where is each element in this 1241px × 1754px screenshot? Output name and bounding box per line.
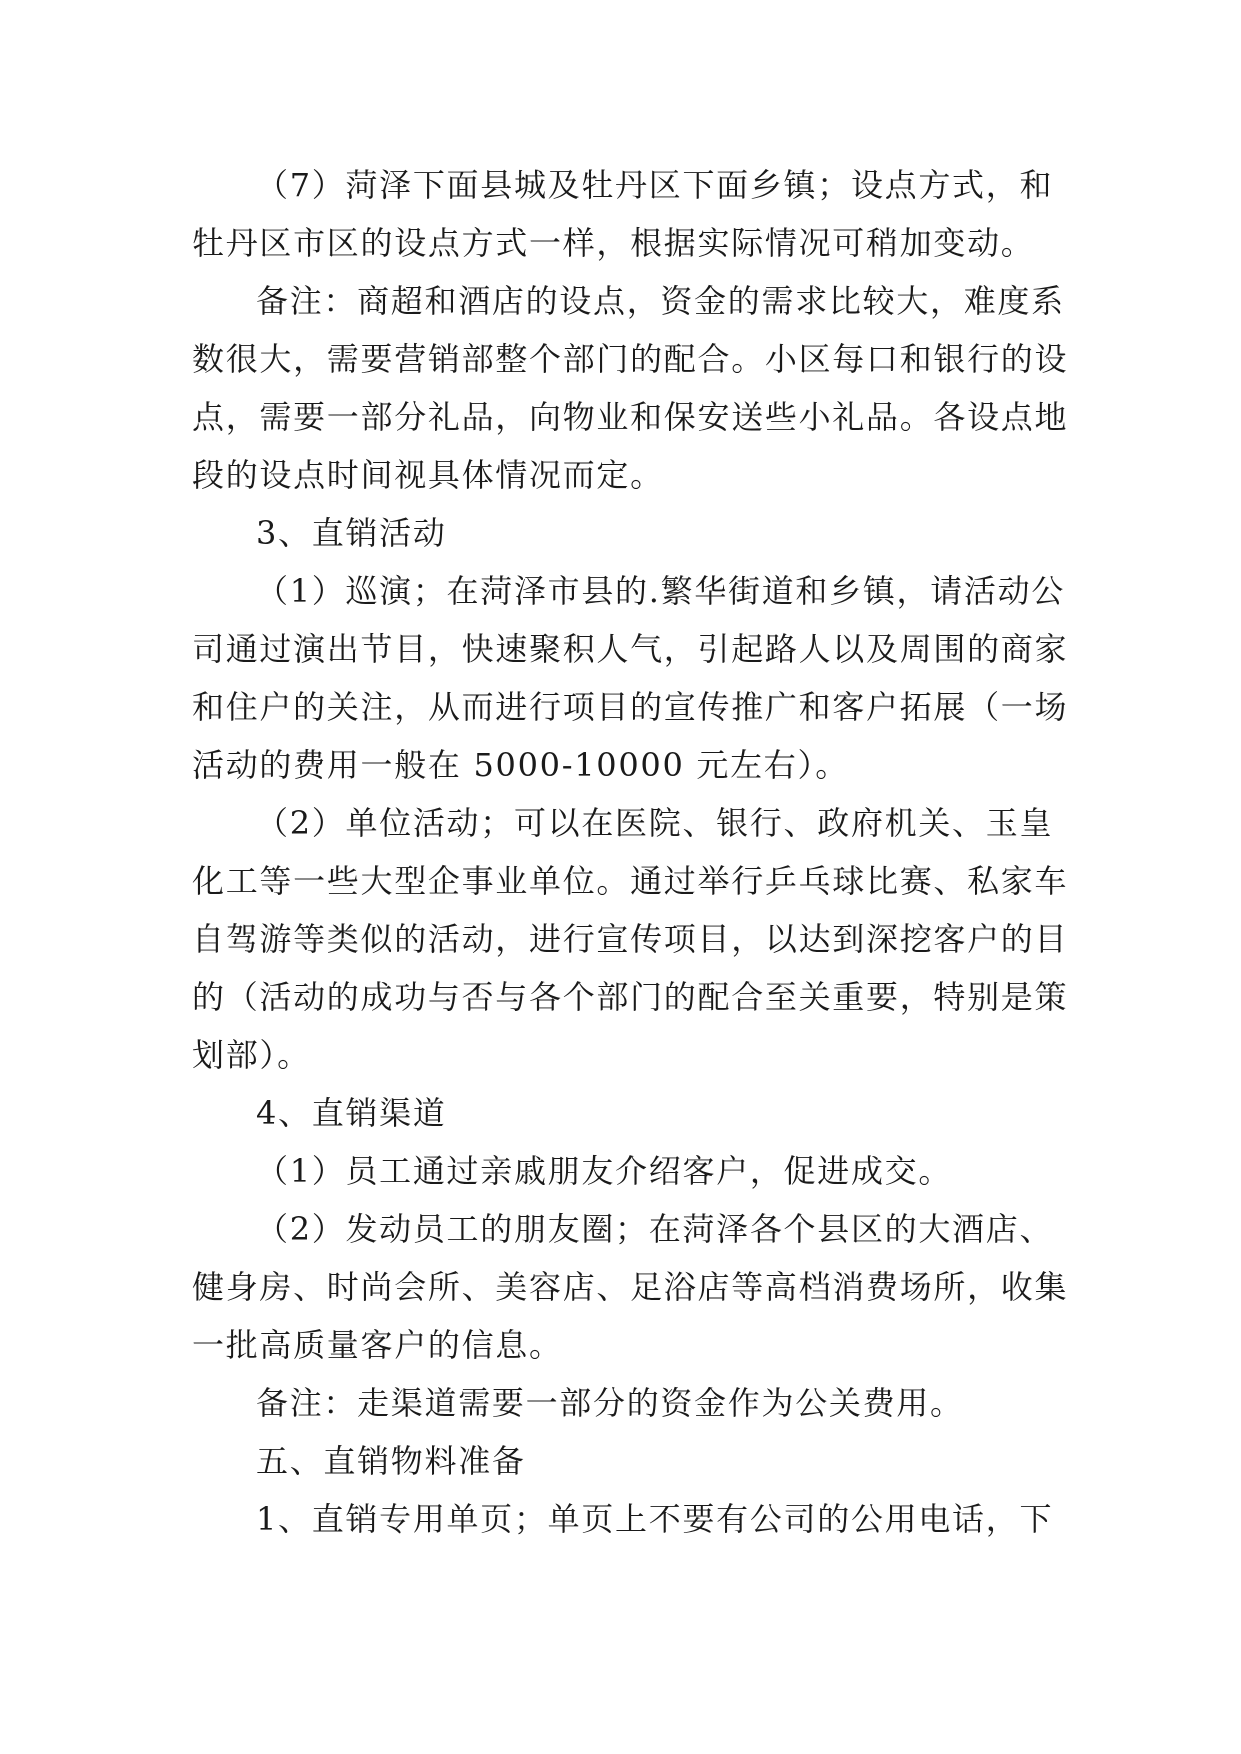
paragraph-line: 段的设点时间视具体情况而定。 bbox=[192, 456, 664, 494]
paragraph-line: （7）菏泽下面县城及牡丹区下面乡镇；设点方式，和 bbox=[256, 166, 1054, 204]
paragraph-line: 化工等一些大型企事业单位。通过举行乒乓球比赛、私家车 bbox=[192, 862, 1069, 900]
paragraph-line: 点，需要一部分礼品，向物业和保安送些小礼品。各设点地 bbox=[192, 398, 1069, 436]
paragraph-line: （1）员工通过亲戚朋友介绍客户，促进成交。 bbox=[256, 1152, 953, 1190]
paragraph-line: 自驾游等类似的活动，进行宣传项目，以达到深挖客户的目 bbox=[192, 920, 1069, 958]
paragraph-line: 牡丹区市区的设点方式一样，根据实际情况可稍加变动。 bbox=[192, 224, 1035, 262]
paragraph-line: 和住户的关注，从而进行项目的宣传推广和客户拓展（一场 bbox=[192, 688, 1069, 726]
paragraph-line: 活动的费用一般在 5000-10000 元左右）。 bbox=[192, 746, 849, 784]
paragraph-line: 备注：商超和酒店的设点，资金的需求比较大，难度系 bbox=[256, 282, 1065, 320]
section-heading: 4、直销渠道 bbox=[256, 1094, 447, 1132]
paragraph-line: 数很大，需要营销部整个部门的配合。小区每口和银行的设 bbox=[192, 340, 1069, 378]
paragraph-line: 划部）。 bbox=[192, 1036, 311, 1074]
paragraph-line: 一批高质量客户的信息。 bbox=[192, 1326, 563, 1364]
paragraph-line: 的（活动的成功与否与各个部门的配合至关重要，特别是策 bbox=[192, 978, 1069, 1016]
paragraph-line: （2）发动员工的朋友圈；在菏泽各个县区的大酒店、 bbox=[256, 1210, 1054, 1248]
section-heading: 五、直销物料准备 bbox=[256, 1442, 526, 1480]
paragraph-line: （2）单位活动；可以在医院、银行、政府机关、玉皇 bbox=[256, 804, 1054, 842]
section-heading: 3、直销活动 bbox=[256, 514, 447, 552]
paragraph-line: （1）巡演；在菏泽市县的.繁华街道和乡镇，请活动公 bbox=[256, 572, 1066, 610]
paragraph-line: 司通过演出节目，快速聚积人气，引起路人以及周围的商家 bbox=[192, 630, 1069, 668]
paragraph-line: 备注：走渠道需要一部分的资金作为公关费用。 bbox=[256, 1384, 964, 1422]
document-body bbox=[192, 156, 1069, 1548]
paragraph-line: 健身房、时尚会所、美容店、足浴店等高档消费场所，收集 bbox=[192, 1268, 1069, 1306]
paragraph-line: 1、直销专用单页；单页上不要有公司的公用电话，下 bbox=[256, 1500, 1054, 1538]
